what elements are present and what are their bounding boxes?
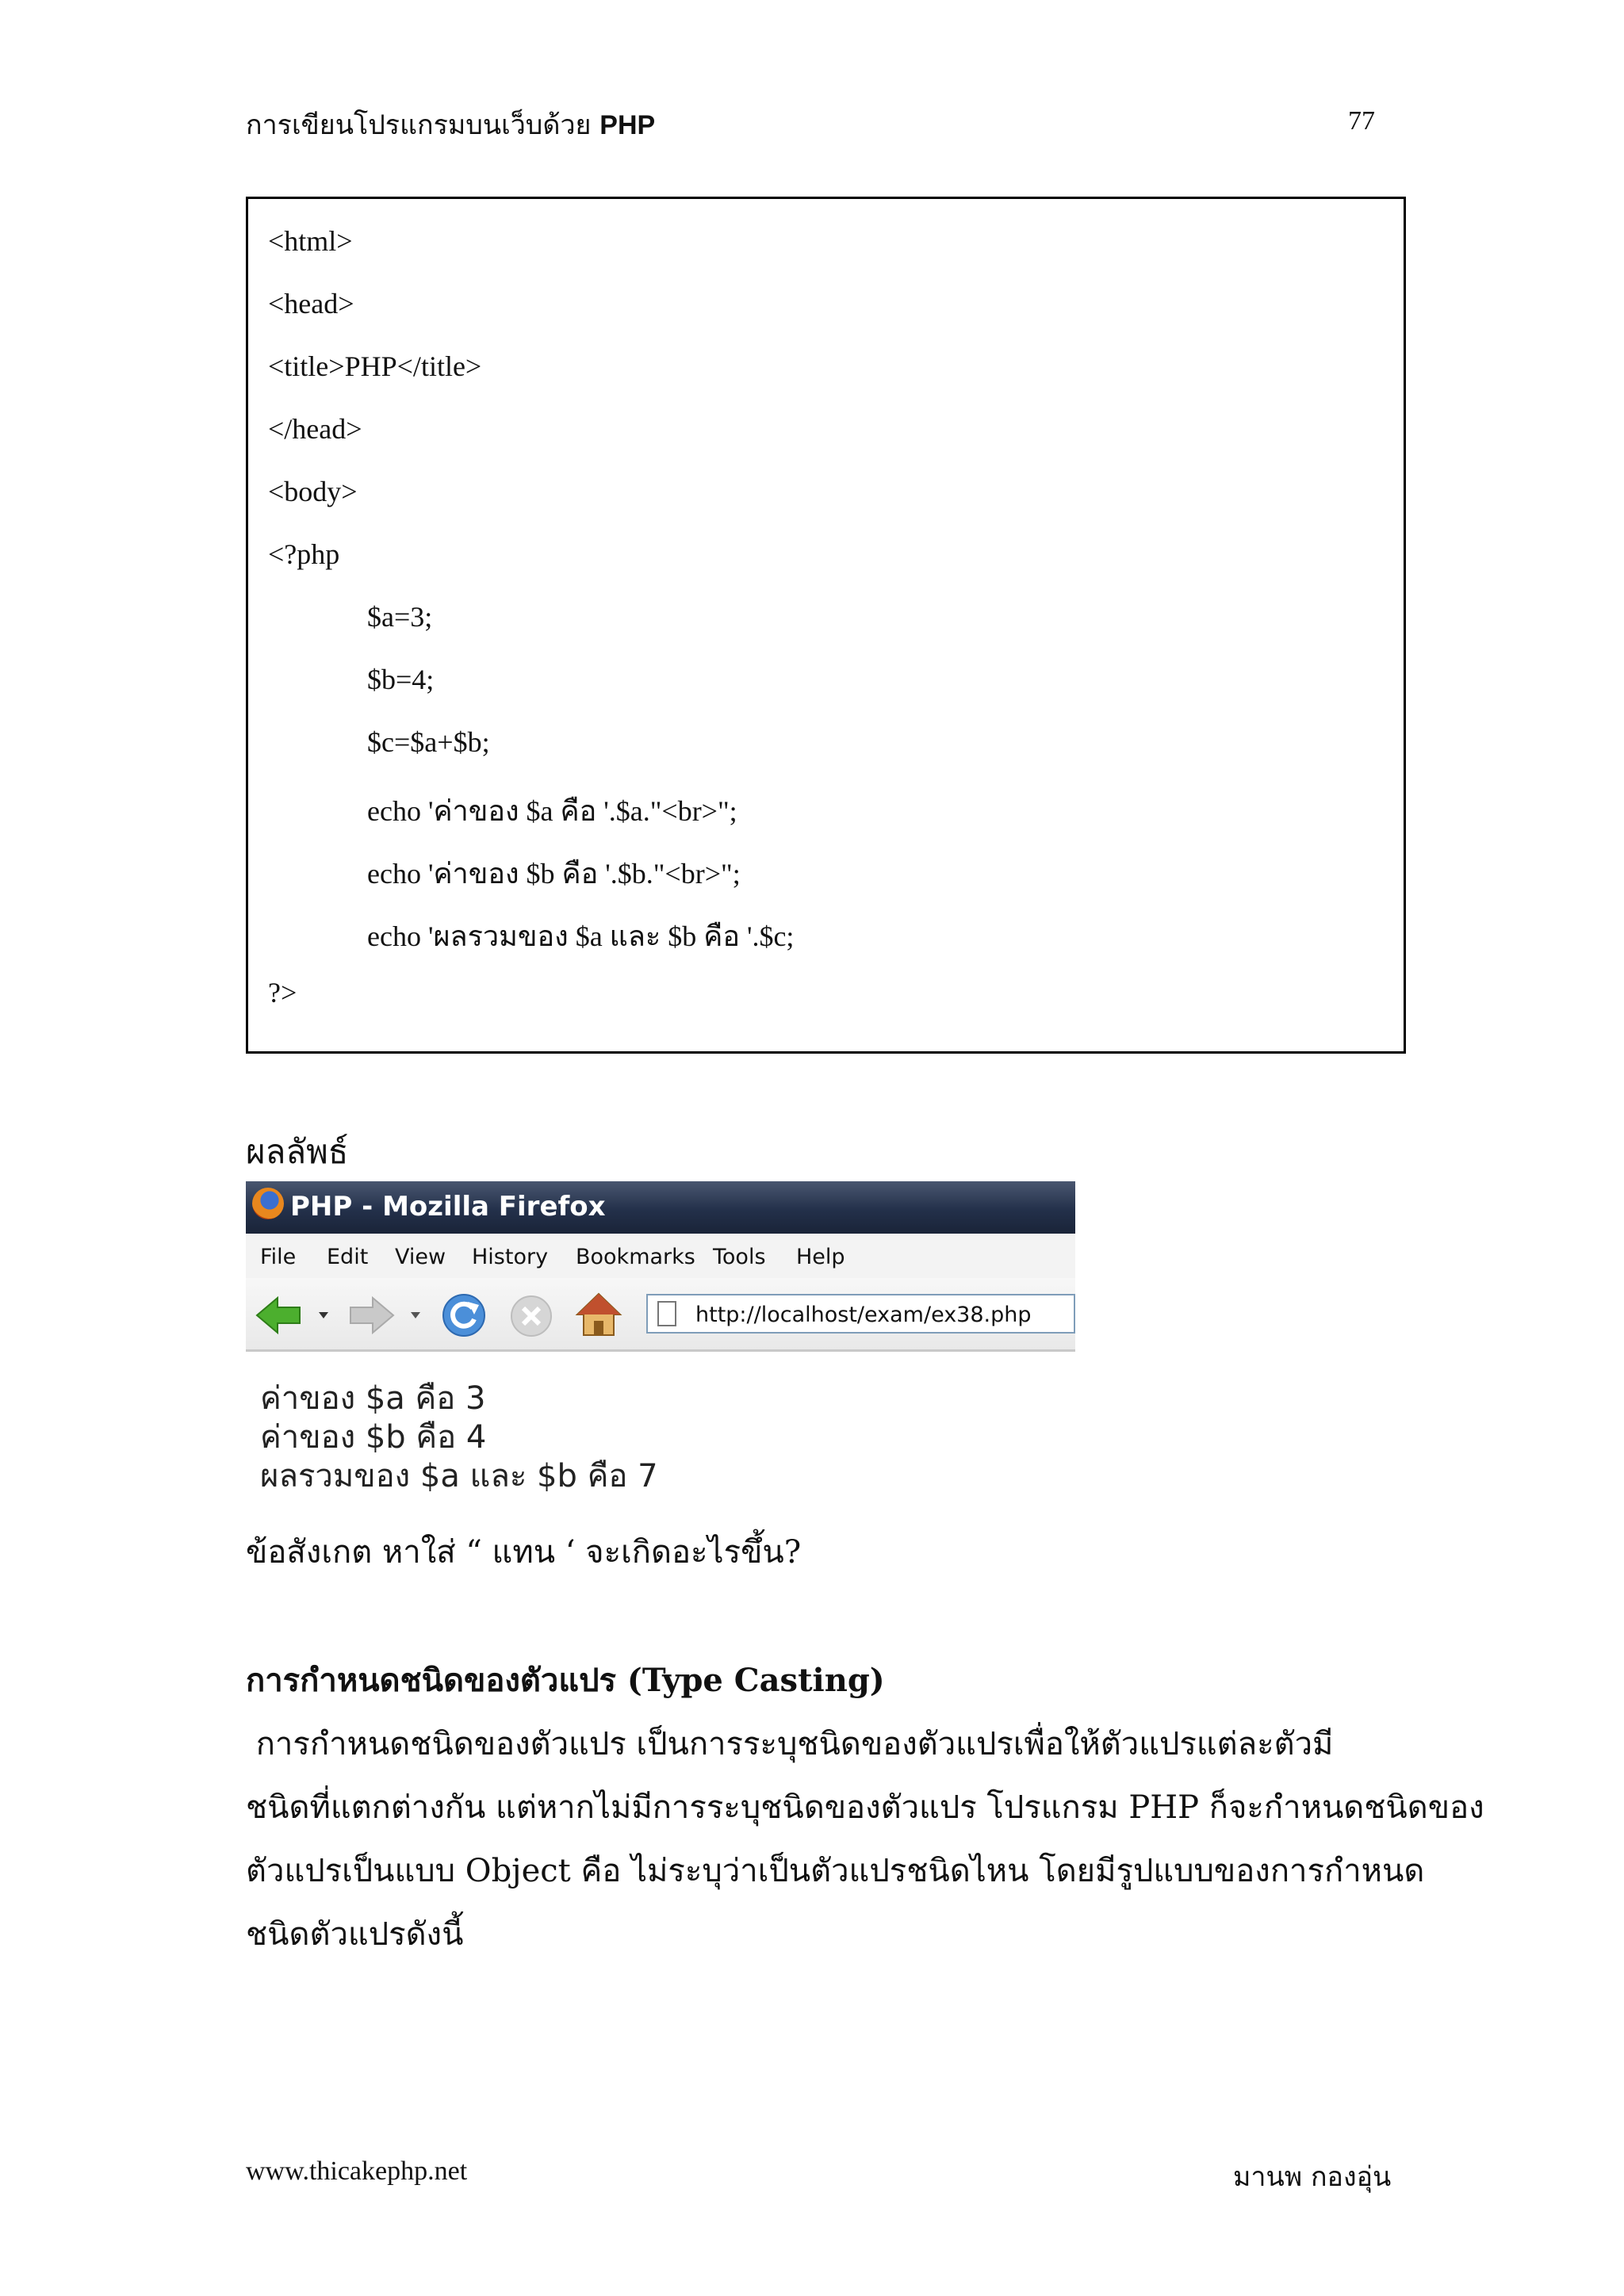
paragraph-line: ชนิดที่แตกต่างกัน แต่หากไม่มีการระบุชนิดของตัวแปร โปรแกรม PHP ก็จะกำหนดชนิดของ <box>246 1789 1484 1826</box>
output-line: ค่าของ $a คือ 3 <box>260 1380 486 1417</box>
code-line: $b=4; <box>367 664 435 695</box>
header-title-thai: การเขียนโปรแกรมบนเว็บด้วย <box>246 109 592 141</box>
home-icon[interactable] <box>574 1291 623 1338</box>
menu-tools[interactable]: Tools <box>713 1245 766 1269</box>
stop-icon[interactable] <box>509 1294 553 1338</box>
page-number: 77 <box>1348 106 1375 136</box>
menu-view[interactable]: View <box>395 1245 446 1269</box>
section-heading: การกำหนดชนิดของตัวแปร (Type Casting) <box>246 1662 885 1699</box>
back-arrow-icon[interactable] <box>255 1295 303 1335</box>
code-line: <?php <box>268 538 340 570</box>
paragraph-line: ตัวแปรเป็นแบบ Object คือ ไม่ระบุว่าเป็นตัวแปรชนิดไหน โดยมีรูปแบบของการกำหนด <box>246 1853 1425 1889</box>
menu-bookmarks[interactable]: Bookmarks <box>576 1245 695 1269</box>
code-line: </head> <box>268 413 362 445</box>
menu-edit[interactable]: Edit <box>327 1245 369 1269</box>
menu-help[interactable]: Help <box>796 1245 845 1269</box>
header-title-php: PHP <box>599 110 656 140</box>
browser-titlebar <box>246 1181 1075 1234</box>
back-dropdown-icon[interactable] <box>317 1310 330 1321</box>
browser-screenshot <box>246 1181 1075 1357</box>
paragraph-line: การกำหนดชนิดของตัวแปร เป็นการระบุชนิดของตัวแปรเพื่อให้ตัวแปรแต่ละตัวมี <box>246 1726 1334 1762</box>
code-line: <html> <box>268 225 353 257</box>
code-line: <body> <box>268 476 358 507</box>
code-line: echo 'ค่าของ $a คือ '.$a."<br>"; <box>367 795 737 827</box>
menu-history[interactable]: History <box>472 1245 549 1269</box>
output-line: ค่าของ $b คือ 4 <box>260 1419 487 1456</box>
forward-arrow-icon[interactable] <box>347 1295 395 1335</box>
page-icon <box>657 1301 676 1326</box>
running-header <box>246 103 655 146</box>
code-line: echo 'ผลรวมของ $a และ $b คือ '.$c; <box>367 920 795 952</box>
firefox-logo-icon <box>252 1188 284 1219</box>
output-line: ผลรวมของ $a และ $b คือ 7 <box>260 1458 658 1494</box>
footer-author: มานพ กองอุ่น <box>1233 2161 1392 2193</box>
footer-website: www.thicakephp.net <box>246 2156 468 2186</box>
note-question: ข้อสังเกต หาใส่ “ แทน ‘ จะเกิดอะไรขึ้น? <box>246 1534 802 1571</box>
code-line: ?> <box>268 977 297 1008</box>
result-label: ผลลัพธ์ <box>246 1132 349 1171</box>
menu-file[interactable]: File <box>260 1245 297 1269</box>
browser-menubar <box>246 1234 1075 1278</box>
code-listing <box>246 197 1406 1054</box>
reload-icon[interactable] <box>439 1292 488 1338</box>
address-url: http://localhost/exam/ex38.php <box>695 1303 1032 1327</box>
code-line: echo 'ค่าของ $b คือ '.$b."<br>"; <box>367 858 741 890</box>
address-bar[interactable] <box>646 1294 1075 1334</box>
code-line: <title>PHP</title> <box>268 350 482 382</box>
code-line: $a=3; <box>367 601 433 633</box>
code-line: <head> <box>268 288 354 320</box>
browser-toolbar <box>246 1278 1075 1352</box>
code-line: $c=$a+$b; <box>367 726 490 758</box>
browser-window-title: PHP - Mozilla Firefox <box>290 1191 606 1223</box>
paragraph-line: ชนิดตัวแปรดังนี้ <box>246 1916 464 1953</box>
forward-dropdown-icon[interactable] <box>409 1310 422 1321</box>
